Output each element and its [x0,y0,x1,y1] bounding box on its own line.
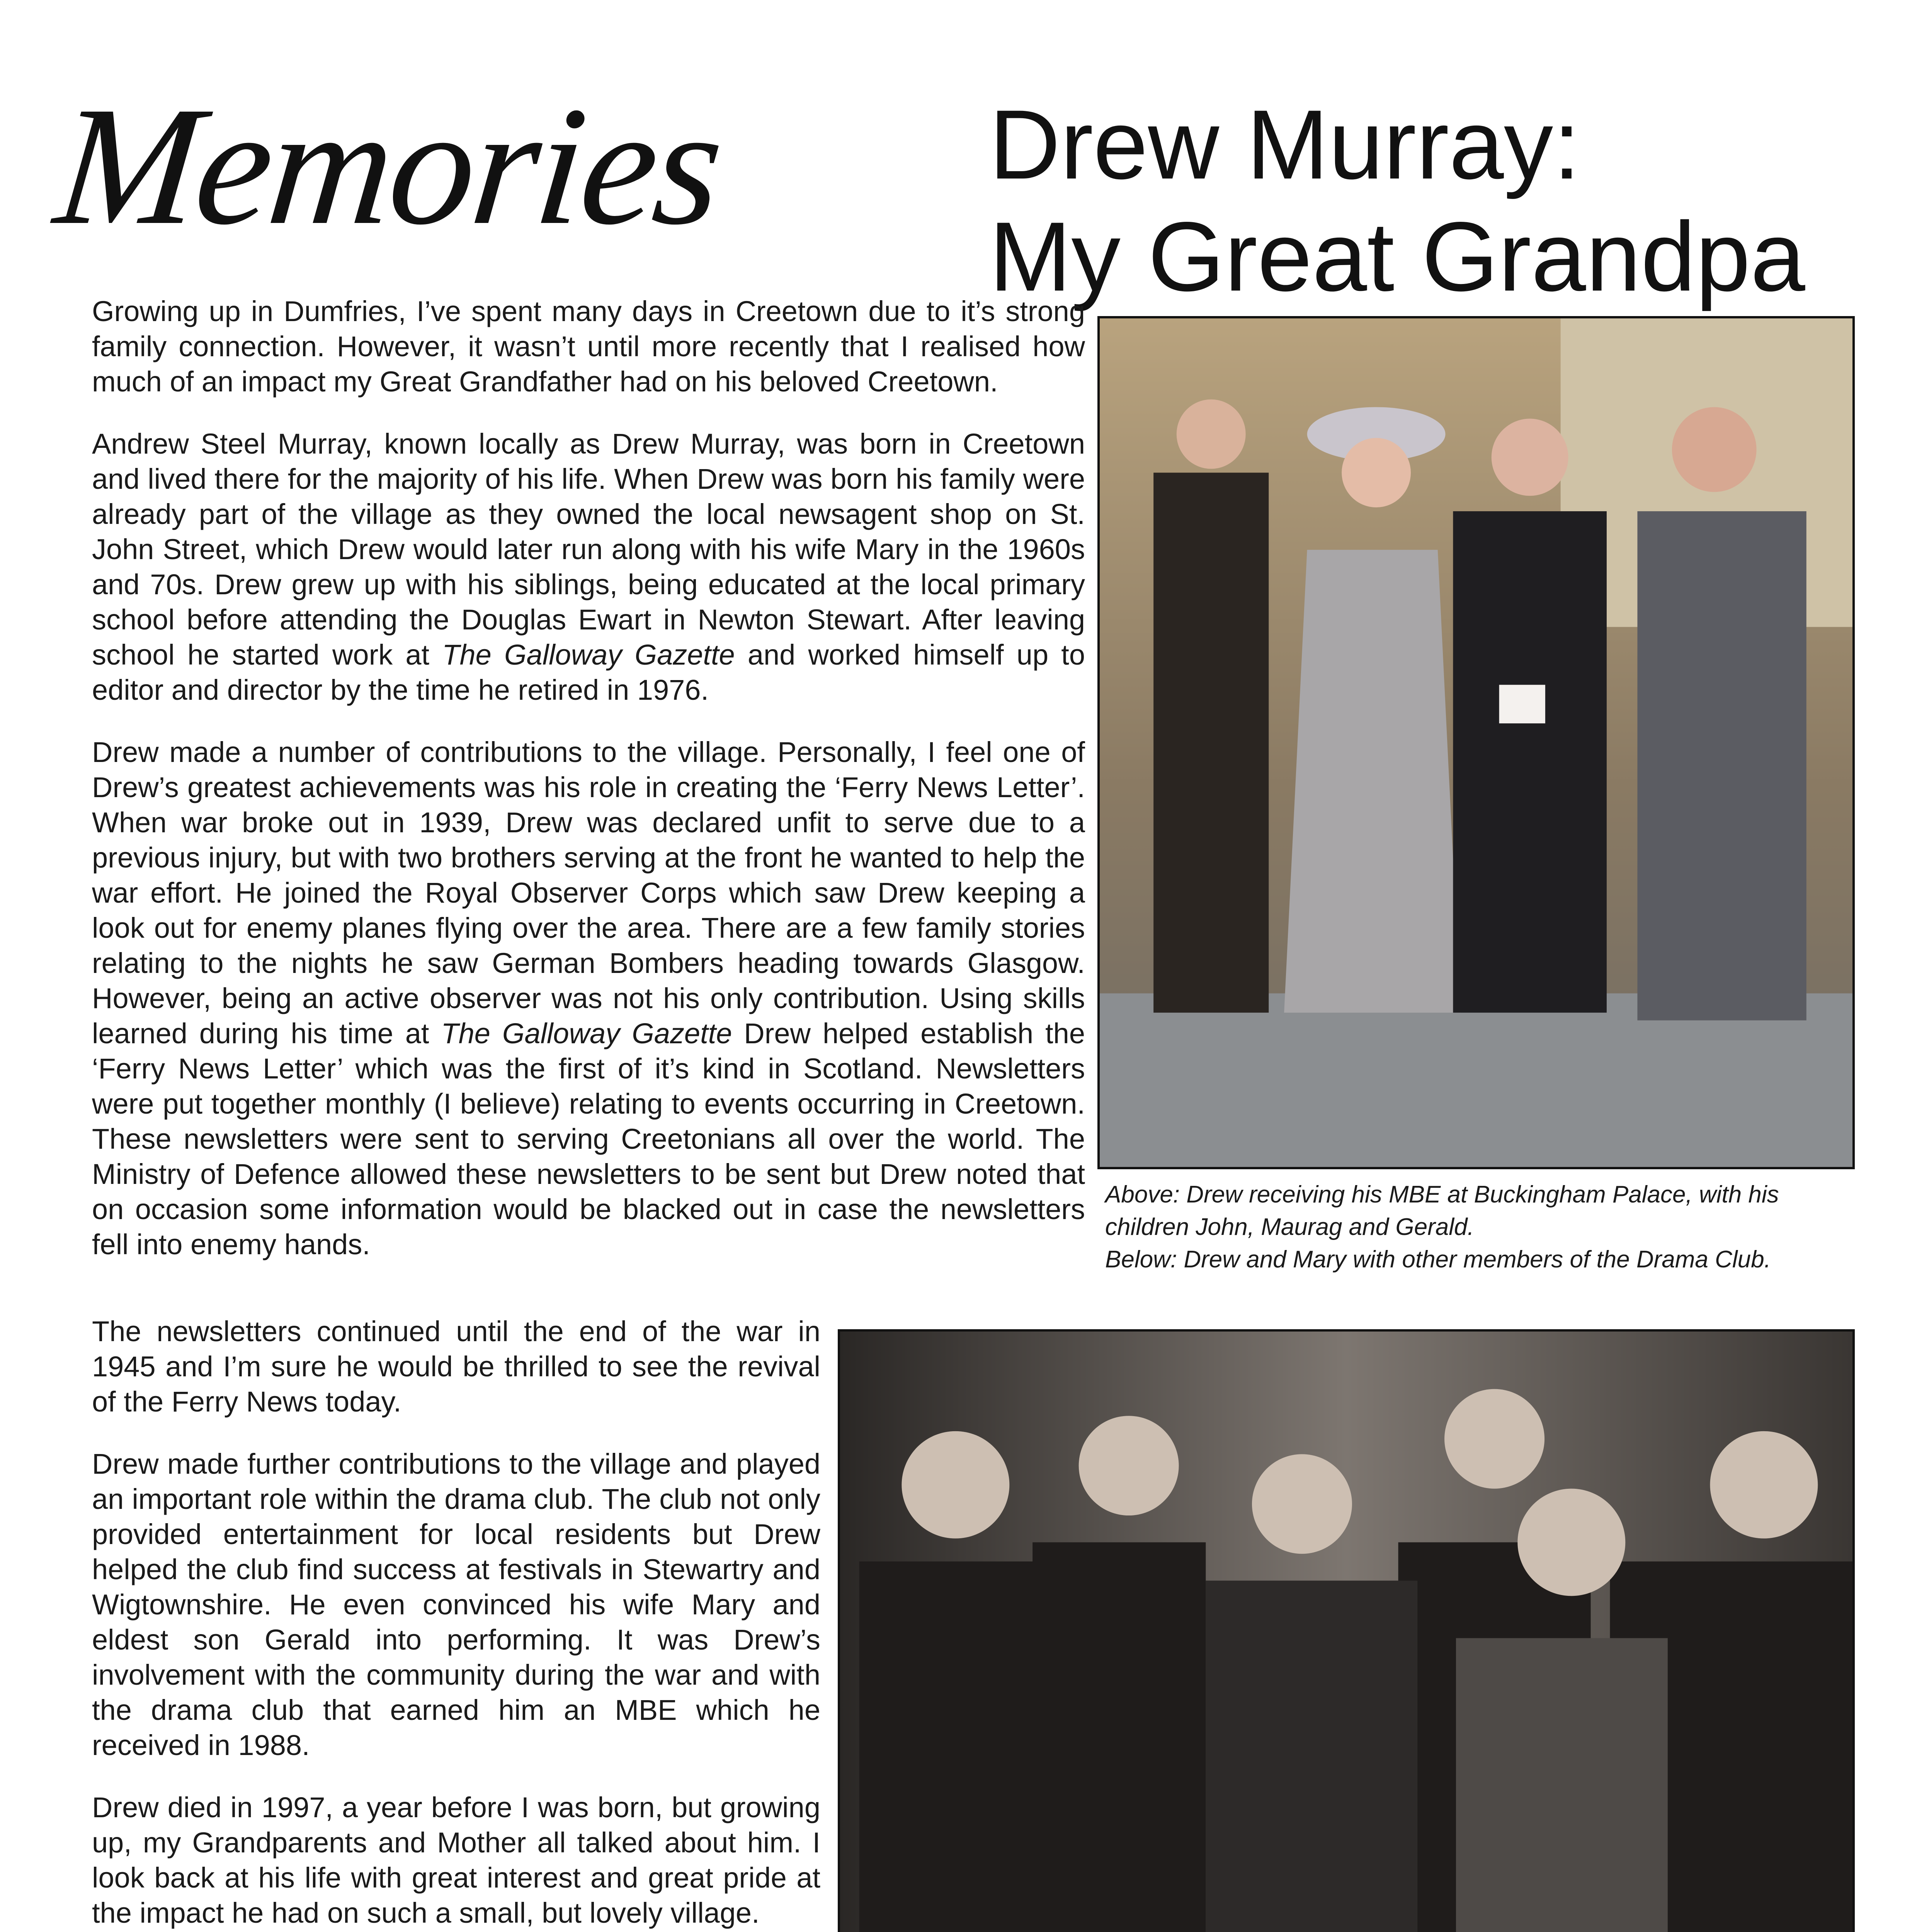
publication-name: The Galloway Gazette [441,1017,732,1049]
photo-captions [1105,1179,1855,1276]
mbe-photo [1097,316,1855,1169]
article-paragraph-2: Andrew Steel Murray, known locally as Drew Murray, was born in Creetown and lived there for the majority of his life. When Drew was born his family were already part of the village as they owned the local newsagent shop on St. John Street, which Drew would later run along with his wife Mary in the 1960s and 70s. Drew grew up with his siblings, being educated at the local primary school before attending the Douglas Ewart in Newton Stewart. After leaving school he started work at The Galloway Gazette and worked himself up to editor and director by the time he retired in 1976. [92,428,1085,706]
headline-line-2: My Great Grandpa [989,202,1805,312]
caption-above: Above: Drew receiving his MBE at Buckingham Palace, with his children John, Maurag and Gerald. [1105,1181,1779,1240]
caption-below: Below: Drew and Mary with other members of the Drama Club. [1105,1246,1771,1273]
article-paragraph-5: Drew died in 1997, a year before I was born, but growing up, my Grandparents and Mother all talked about him. I look back at his life with great interest and great pride at the impact he had on such a small, but lovely village. [92,1791,820,1929]
publication-name: The Galloway Gazette [442,639,735,671]
article-paragraph-4: Drew made further contributions to the village and played an important role within the drama club. The club not only provided entertainment for local residents but Drew helped the club find success at festivals in Stewartry and Wigtownshire. He even convinced his wife Mary and eldest son Gerald into performing. It was Drew’s involvement with the community during the war and with the drama club that earned him an MBE which he received in 1988. [92,1448,820,1761]
article-paragraph-3: Drew made a number of contributions to the village. Personally, I feel one of Drew’s greatest achievements was his role in creating the ‘Ferry News Letter’. When war broke out in 1939, Drew was declared unfit to serve due to a previous injury, but with two brothers serving at the front he wanted to help the war effort. He joined the Royal Observer Corps which saw Drew keeping a look out for enemy planes flying over the area. There are a few family stories relating to the nights he saw German Bombers heading towards Glasgow. However, being an active observer was not his only contribution. Using skills learned during his time at The Galloway Gazette Drew helped establish the ‘Ferry News Letter’ which was the first of it’s kind in Scotland. Newsletters were put together monthly (I believe) relating to events occurring in Creetown. These newsletters were sent to serving Creetonians all over the world. The Ministry of Defence allowed these newsletters to be sent but Drew noted that on occasion some information would be blacked out in case the newsletters fell into enemy hands. [92,736,1085,1260]
article-column-upper [92,294,1085,1289]
article-paragraph-1: Growing up in Dumfries, I’ve spent many days in Creetown due to it’s strong family connection. However, it wasn’t until more recently that I realised how much of an impact my Great Grandfather had on his beloved Creetown. [92,295,1085,398]
drama-club-photo [838,1329,1855,1932]
headline-line-1: Drew Murray: [989,90,1581,200]
article-column-lower [92,1314,820,1932]
masthead: Memories [48,72,730,260]
headline [989,89,1878,313]
article-paragraph-3-cont: The newsletters continued until the end of the war in 1945 and I’m sure he would be thrilled to see the revival of the Ferry News today. [92,1315,820,1418]
